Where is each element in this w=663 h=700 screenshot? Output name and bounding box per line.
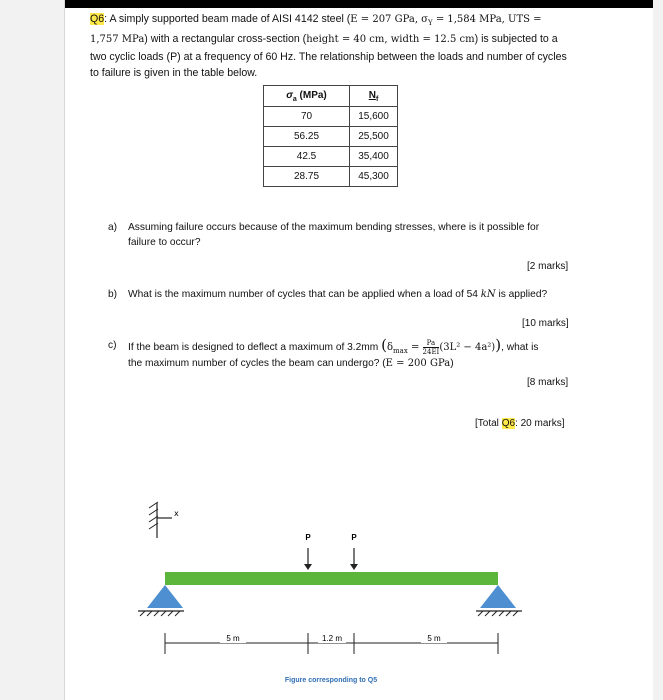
load-left [304,533,312,570]
table-row: 70 15,600 [264,107,398,127]
axis-x-label: x [174,509,179,518]
total-marks: [Total Q6: 20 marks] [475,418,565,429]
table-row: 28.75 45,300 [264,167,398,187]
document-page: Q6: A simply supported beam made of AISI 4142 steel (E = 207 GPa, $\sigma_Y = 1,584$ MPa, UTS = 1,757 MPa) with a rectangular cross-section (height = 40 cm, width = 12.5 cm) is subjected to a two cyclic loads (P) at a frequency of 60 Hz. The relationship between the loads and number of cycles to failure is given in the table below. $\sigma_a$ (MPa) $N_f$ 70 15,600 56.25 25,500 42.5 35,400 28.75 45,300 a) Assuming failure occurs because of the maximum bending stresses, where is it possible for failure to occur? [2 marks] b) What is the maximum number of cycles that can be applied when a load of 54 kN is applied? [10 marks] c) If the beam is designed to deflect a maximum of 3.2mm ($\delta_{max}$ = $\frac{Pa}{24EI}$ (3L² − 4a²)), what is the maximum number of cycles the beam can undergo? (E = 200 GPa) [8 marks] [Total Q6: 20 marks] x P P 5 m 1.2 m 5 m Figure corresponding to Q5 [72,8,652,700]
part-b-marks: [10 marks] [522,318,569,329]
part-a-marks: [2 marks] [527,261,569,272]
beam-figure [72,478,652,688]
svg-text:P: P [305,533,311,542]
header-cycles: $N_f$ [350,86,398,107]
table-header-row [264,86,398,107]
question-intro: Q6: A simply supported beam made of AISI 4142 steel (E = 207 GPa, $\sigma_Y = 1,584$ MPa, UTS = 1,757 MPa) with a rectangular cross-section (height = 40 cm, width = 12.5 cm) is subjected to a two cyclic loads (P) at a frequency of 60 Hz. The relationship between the loads and number of cycles to failure is given in the table below. [90,13,567,79]
header-stress: $\sigma_a$ (MPa) [264,86,350,107]
loads-cycles-table [263,85,398,187]
load-right [350,533,358,570]
support-right [476,585,522,616]
beam [165,572,498,585]
dim-left-label: 5 m [226,634,240,643]
question-number: Q6 [90,13,105,25]
left-margin-panel [0,0,65,700]
svg-text:P: P [351,533,357,542]
figure-caption: Figure corresponding to Q5 [284,677,378,684]
dim-right-label: 5 m [427,634,441,643]
dimension-lines [165,633,498,654]
right-margin-panel [653,0,663,700]
table-row: 42.5 35,400 [264,147,398,167]
part-c-marks: [8 marks] [527,377,569,388]
support-left [138,585,184,616]
axis-symbol [149,502,179,538]
table-row: 56.25 25,500 [264,127,398,147]
dim-mid-label: 1.2 m [321,634,343,643]
window-top-bar [0,0,663,8]
